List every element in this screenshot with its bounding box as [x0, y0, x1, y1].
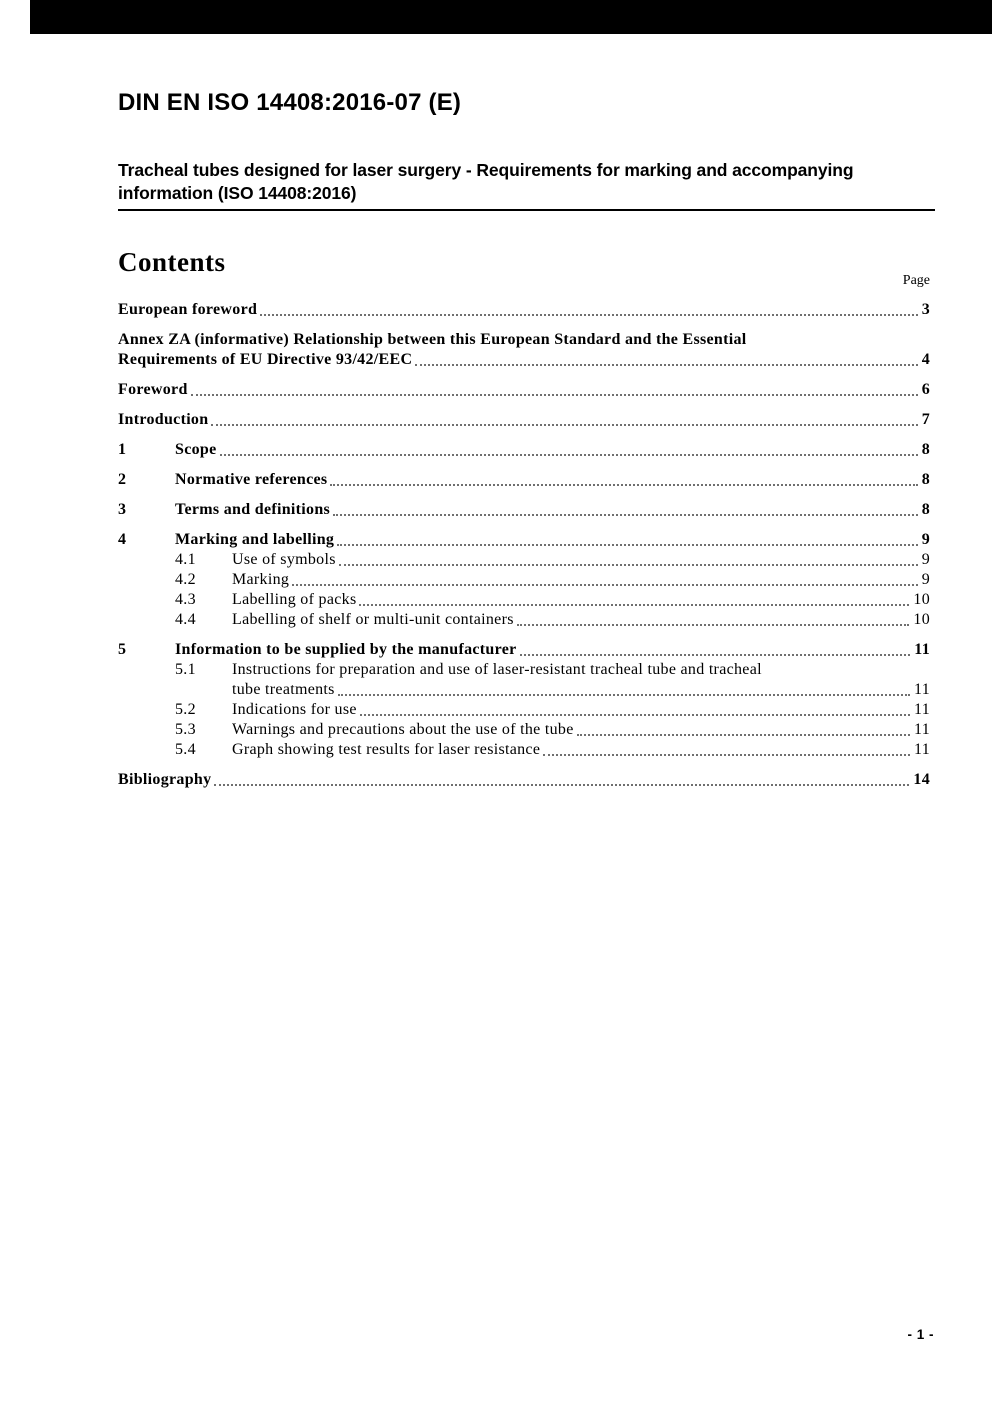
toc-dotted-leader: [191, 394, 918, 396]
toc-entry-page: 11: [913, 681, 930, 699]
toc-entry: [118, 500, 930, 520]
toc-entry-label: Information to be supplied by the manufacturer: [175, 641, 517, 659]
toc-dotted-leader: [211, 424, 917, 426]
toc-entry-label: Requirements of EU Directive 93/42/EEC: [118, 351, 413, 369]
toc-entry: [118, 470, 930, 490]
toc-entry-page: 11: [913, 701, 930, 719]
toc-entry-number: 4.2: [175, 571, 196, 589]
document-title: Tracheal tubes designed for laser surgery - Requirements for marking and accompanying information (ISO 14408:2016): [118, 160, 854, 203]
toc-entry-number: 2: [118, 471, 127, 489]
toc-entry: [118, 660, 930, 680]
contents-heading: Contents: [118, 247, 226, 277]
toc-entry-number: 5.2: [175, 701, 196, 719]
toc-entry-label: Terms and definitions: [175, 501, 331, 519]
toc-entry-page: 9: [921, 551, 930, 569]
toc-entry: [118, 700, 930, 720]
toc-entry-number: 4.3: [175, 591, 196, 609]
toc-entry-label: Scope: [175, 441, 217, 459]
toc-entry-number: 1: [118, 441, 127, 459]
toc-entry-page: 14: [913, 771, 930, 789]
toc-dotted-leader: [214, 784, 909, 786]
toc-entry-label: Annex ZA (informative) Relationship between this European Standard and the Essential: [118, 331, 747, 349]
toc-entry: [118, 640, 930, 660]
toc-entry-continuation: [118, 680, 930, 700]
toc-dotted-leader: [577, 734, 910, 736]
scan-artifact-top-bar: [30, 0, 992, 34]
toc-entry: [118, 590, 930, 610]
toc-dotted-leader: [360, 714, 910, 716]
toc-dotted-leader: [292, 584, 917, 586]
toc-entry-number: 5.3: [175, 721, 196, 739]
toc-dotted-leader: [359, 604, 909, 606]
document-code: DIN EN ISO 14408:2016-07 (E): [118, 89, 462, 116]
toc-entry-page: 11: [913, 721, 930, 739]
toc-entry-label: Marking: [232, 571, 290, 589]
toc-entry-page: 8: [921, 441, 930, 459]
toc-entry-label: Bibliography: [118, 771, 212, 789]
toc-entry-page: 4: [921, 351, 930, 369]
toc-dotted-leader: [339, 564, 918, 566]
toc-entry-number: 5.1: [175, 661, 196, 679]
toc-dotted-leader: [337, 544, 917, 546]
toc-entry-page: 11: [913, 741, 930, 759]
toc-entry: [118, 770, 930, 790]
toc-entry-number: 5: [118, 641, 127, 659]
toc-entry: [118, 720, 930, 740]
page-content: [118, 0, 930, 790]
toc-entry: [118, 380, 930, 400]
toc-entry: [118, 300, 930, 320]
toc-entry-page: 6: [921, 381, 930, 399]
toc-entry-label: Labelling of shelf or multi-unit containers: [232, 611, 514, 629]
toc-entry: [118, 440, 930, 460]
toc-entry-continuation: [118, 350, 930, 370]
toc-entry-page: 10: [913, 591, 930, 609]
toc-dotted-leader: [260, 314, 918, 316]
toc-entry-page: 9: [921, 531, 930, 549]
toc-entry-page: 10: [913, 611, 930, 629]
toc-entry: [118, 740, 930, 760]
toc-entry-number: 4.4: [175, 611, 196, 629]
toc-entry-number: 3: [118, 501, 127, 519]
toc-entry-label: European foreword: [118, 301, 258, 319]
toc-entry-label: tube treatments: [232, 681, 335, 699]
toc-entry-label: Foreword: [118, 381, 188, 399]
toc-entry: [118, 550, 930, 570]
toc-entry-page: 7: [921, 411, 930, 429]
toc-entry-page: 3: [921, 301, 930, 319]
toc-entry-label: Marking and labelling: [175, 531, 335, 549]
toc-entry-label: Labelling of packs: [232, 591, 357, 609]
toc-entry-label: Use of symbols: [232, 551, 336, 569]
toc-entry-number: 5.4: [175, 741, 196, 759]
toc-entry-label: Graph showing test results for laser resistance: [232, 741, 541, 759]
toc-entry-page: 9: [921, 571, 930, 589]
toc-dotted-leader: [338, 694, 910, 696]
toc-entry-label: Warnings and precautions about the use of the tube: [232, 721, 574, 739]
toc-entry: [118, 410, 930, 430]
toc-entry-number: 4.1: [175, 551, 196, 569]
toc-dotted-leader: [333, 514, 918, 516]
toc-dotted-leader: [520, 654, 911, 656]
title-underline-rule: [118, 209, 935, 211]
page-column-label: Page: [902, 273, 930, 289]
toc-entry-page: 8: [921, 471, 930, 489]
toc-dotted-leader: [415, 364, 917, 366]
toc-entry-page: 8: [921, 501, 930, 519]
toc-entry-label: Introduction: [118, 411, 209, 429]
toc-dotted-leader: [517, 624, 910, 626]
toc-entry-label: Normative references: [175, 471, 328, 489]
toc-entry: [118, 530, 930, 550]
toc-entry-page: 11: [914, 641, 930, 659]
toc-entry-label: Indications for use: [232, 701, 357, 719]
toc-list: [118, 300, 930, 790]
toc-dotted-leader: [220, 454, 918, 456]
toc-dotted-leader: [543, 754, 910, 756]
toc-entry: [118, 610, 930, 630]
toc-dotted-leader: [330, 484, 917, 486]
toc-entry: [118, 330, 930, 350]
footer-page-number: - 1 -: [907, 1327, 934, 1342]
toc-entry-label: Instructions for preparation and use of laser-resistant tracheal tube and tracheal: [232, 661, 762, 679]
toc-entry: [118, 570, 930, 590]
toc-entry-number: 4: [118, 531, 127, 549]
